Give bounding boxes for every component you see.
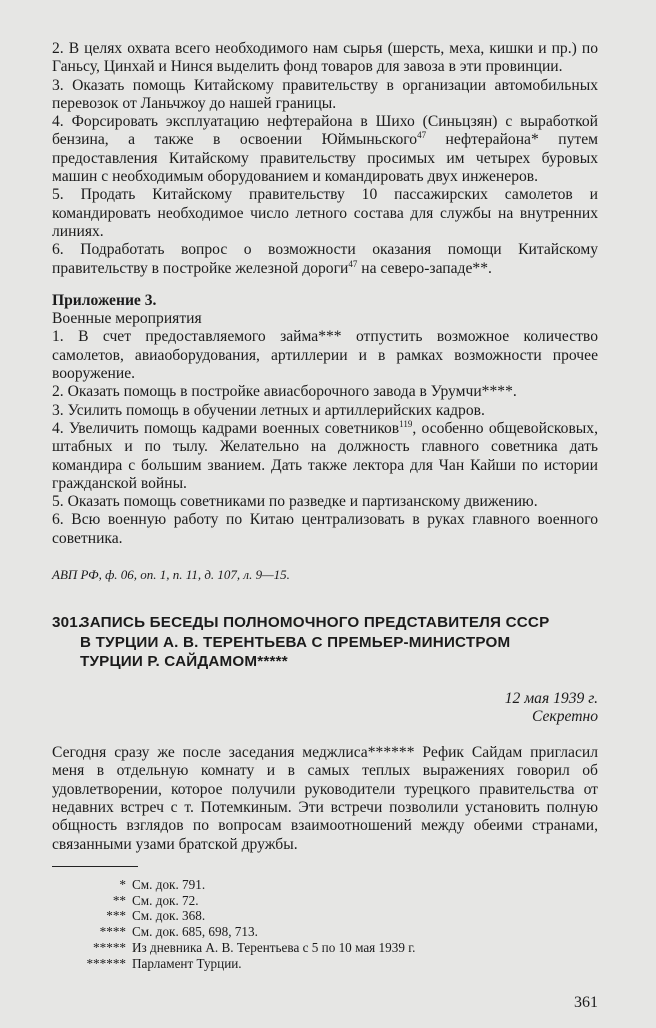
list-item [52,113,598,186]
heading-line [52,613,598,633]
heading-line: ТУРЦИИ Р. САЙДАМОМ***** [80,653,288,671]
list-item: 5. Оказать помощь советниками по разведке и партизанскому движению. [52,493,538,511]
footnote-mark: * [119,876,126,892]
footnote-mark: ** [112,892,126,908]
item-text: нефтерайона* путем предоставления Китайскому правительству просимых им четырех буровых машин с необходимым оборудованием и командировать двух инженеров. [52,131,598,186]
list-item: 3. Усилить помощь в обучении летных и артиллерийских кадров. [52,401,485,419]
footnote [52,940,598,956]
appendix-items [52,328,598,548]
footnote-mark: ***** [93,940,126,956]
item-text: 4. Увеличить помощь кадрами военных советников [52,419,400,437]
footnote-text: См. док. 368. [132,908,206,924]
footnote-text: Из дневника А. В. Терентьева с 5 по 10 мая 1939 г. [132,940,416,956]
footnote [52,893,598,909]
list-item: 3. Оказать помощь Китайскому правительству в организации автомобильных перевозок от Ланьчжоу до нашей границы. [52,76,598,112]
footnote [52,908,598,924]
list-item [52,420,598,493]
footnote-mark: *** [106,908,126,924]
document-body: Сегодня сразу же после заседания меджлиса****** Рефик Сайдам пригласил меня в отдельную комнату и в самых теплых выражениях говорил об удовлетворении, которое получили руководители турецкого правительства от недавних встреч с т. Потемкиным. Эти встречи позволили установить полную общность взглядов по вопросам взаимоотношений между обеими странами, связанными узами братской дружбы. [52,744,598,853]
heading-text: ЗАПИСЬ БЕСЕДЫ ПОЛНОМОЧНОГО ПРЕДСТАВИТЕЛЯ СССР [80,614,550,632]
list-item: 6. Всю военную работу по Китаю централизовать в руках главного военного советника. [52,511,598,547]
footnotes [52,877,598,972]
item-text: 4. Форсировать эксплуатацию нефтерайона в Шихо (Синьцзян) с выработкой бензина, а также в освоении Юймыньского [52,113,598,149]
archive-reference: АВП РФ, ф. 06, оп. 1, п. 11, д. 107, л. 9—15. [52,567,290,583]
document-heading [52,613,598,672]
heading-line: В ТУРЦИИ А. В. ТЕРЕНТЬЕВА С ПРЕМЬЕР-МИНИСТРОМ [80,633,511,651]
date-block [52,690,598,727]
footnote [52,924,598,940]
footnote [52,877,598,893]
footnote-mark: ****** [86,955,126,971]
item-text: на северо-западе**. [357,259,492,277]
list-item: 1. В счет предоставляемого займа*** отпустить возможное количество самолетов, авиаоборудования, артиллерии и в рамках возможности прочее вооружение. [52,328,598,383]
list-item: 2. В целях охвата всего необходимого нам сырья (шерсть, меха, кишки и пр.) по Ганьсу, Цинхай и Нинся выделить фонд товаров для завоза в эти провинции. [52,40,598,76]
footnote-text: См. док. 685, 698, 713. [132,924,258,940]
footnote-text: Парламент Турции. [132,955,242,971]
list-item [52,241,598,278]
page-number: 361 [574,994,598,1011]
footnote-divider [52,866,138,867]
classification-label: Секретно [531,707,598,725]
item-text: , особенно общевойсковых, штабных и по тылу. Желательно на должность главного советника дать командира с большим званием. Дать также лектора для Чан Кайши по истории гражданской войны. [52,419,598,492]
appendix-title: Приложение 3. [52,291,157,309]
footnote-ref: 47 [417,130,427,141]
footnote-ref: 119 [399,418,413,429]
top-items [52,40,598,278]
list-item: 5. Продать Китайскому правительству 10 пассажирских самолетов и командировать необходимое число летного состава для службы на внутренних линиях. [52,186,598,240]
list-item: 2. Оказать помощь в постройке авиасборочного завода в Урумчи****. [52,383,517,401]
document-date: 12 мая 1939 г. [504,689,598,707]
document-number: 301. [52,614,83,632]
item-text: 6. Подработать вопрос о возможности оказания помощи Китайскому правительству в постройке железной дороги [52,241,598,277]
footnote-text: См. док. 791. [132,876,206,892]
appendix-subtitle: Военные мероприятия [52,310,202,328]
footnote-text: См. док. 72. [132,892,199,908]
footnote-mark: **** [99,924,126,940]
footnote [52,956,598,972]
footnote-ref: 47 [348,258,358,269]
